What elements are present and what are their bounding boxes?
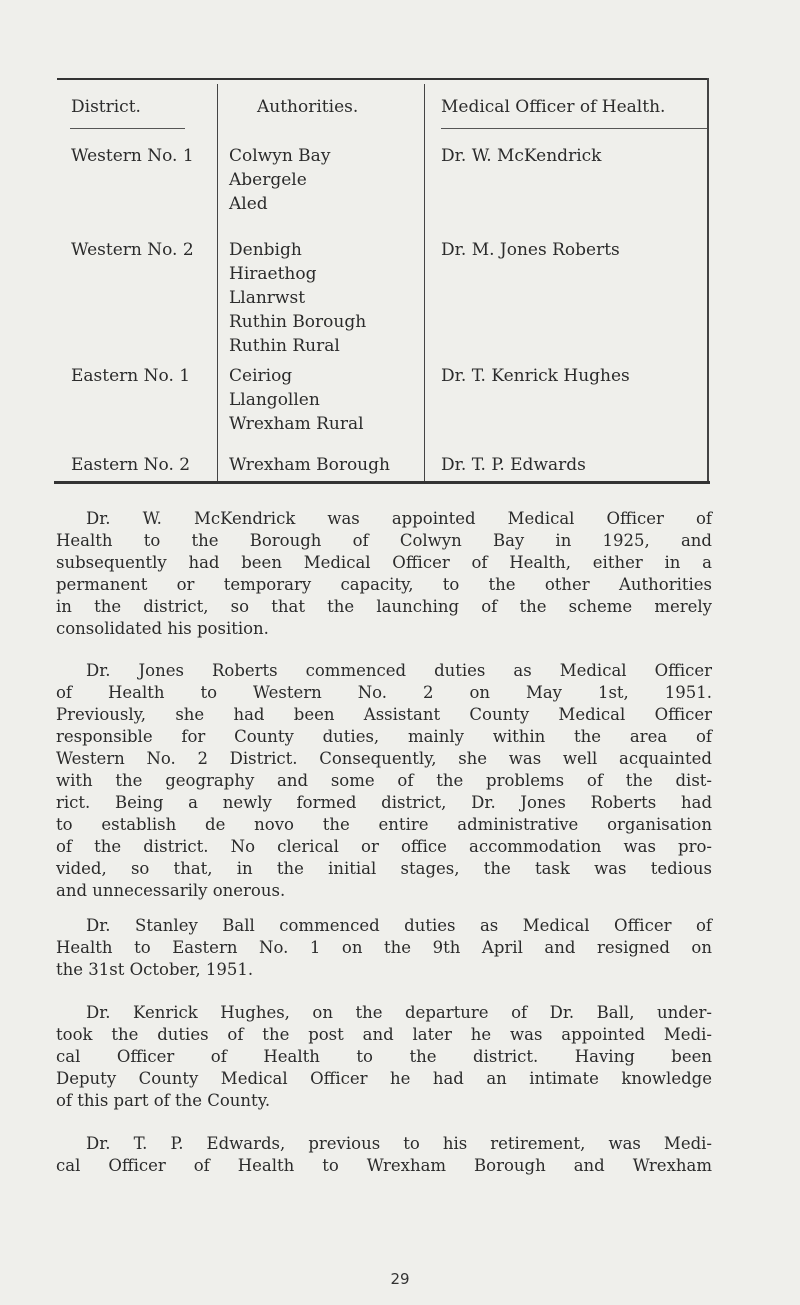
- text-line: the 31st October, 1951.: [56, 960, 254, 979]
- authority-name: Ceiriog: [229, 366, 293, 386]
- text-line: Dr. W. McKendrick was appointed Medical Officer of: [86, 509, 712, 528]
- text-line: cal Officer of Health to Wrexham Borough and Wrexham: [56, 1156, 712, 1175]
- paragraph-mckendrick: [56, 508, 712, 640]
- text-line: Deputy County Medical Officer he had an intimate knowledge: [56, 1069, 712, 1088]
- table-bottom-rule: [54, 481, 710, 484]
- table-row-moh: Dr. T. Kenrick Hughes: [441, 366, 630, 386]
- page-number: 29: [390, 1270, 410, 1288]
- text-line: rict. Being a newly formed district, Dr. Jones Roberts had: [56, 793, 712, 812]
- text-line: in the district, so that the launching of the scheme merely: [56, 597, 712, 616]
- column-divider: [217, 84, 218, 484]
- authority-name: Colwyn Bay: [229, 146, 331, 166]
- text-line: cal Officer of Health to the district. Having been: [56, 1047, 712, 1066]
- header-district: District.: [71, 97, 141, 117]
- authority-name: Denbigh: [229, 240, 302, 260]
- header-moh: Medical Officer of Health.: [441, 97, 666, 117]
- text-line: took the duties of the post and later he was appointed Medi-: [56, 1025, 712, 1044]
- table-row-district: Western No. 1: [71, 146, 194, 166]
- authority-name: Aled: [229, 194, 268, 214]
- text-line: of this part of the County.: [56, 1091, 271, 1110]
- authority-name: Wrexham Borough: [229, 455, 390, 475]
- table-right-border: [707, 78, 709, 483]
- table-row-authorities: [229, 238, 366, 358]
- table-row-authorities: [229, 144, 330, 216]
- table-row-authorities: [229, 364, 364, 436]
- table-row-district: Eastern No. 2: [71, 455, 191, 475]
- column-divider: [424, 84, 425, 484]
- text-line: subsequently had been Medical Officer of Health, either in a: [56, 553, 712, 572]
- text-line: of Health to Western No. 2 on May 1st, 1951.: [56, 683, 712, 702]
- table-row-district: Eastern No. 1: [71, 366, 191, 386]
- table-top-rule: [57, 78, 707, 80]
- paragraph-kenrick-hughes: [56, 1002, 712, 1112]
- text-line: Previously, she had been Assistant County Medical Officer: [56, 705, 712, 724]
- text-line: Dr. T. P. Edwards, previous to his retirement, was Medi-: [86, 1134, 712, 1153]
- authority-name: Wrexham Rural: [229, 414, 364, 434]
- header-underline: [441, 128, 707, 129]
- text-line: vided, so that, in the initial stages, the task was tedious: [56, 859, 712, 878]
- authority-name: Abergele: [229, 170, 307, 190]
- table-row-moh: Dr. W. McKendrick: [441, 146, 602, 166]
- table-row-moh: Dr. T. P. Edwards: [441, 455, 586, 475]
- text-line: responsible for County duties, mainly within the area of: [56, 727, 712, 746]
- table-row-authorities: [229, 453, 390, 477]
- header-authorities: Authorities.: [257, 97, 359, 117]
- paragraph-ball: [56, 915, 712, 981]
- text-line: consolidated his position.: [56, 619, 269, 638]
- text-line: with the geography and some of the problems of the dist-: [56, 771, 712, 790]
- authority-name: Ruthin Rural: [229, 336, 340, 356]
- text-line: permanent or temporary capacity, to the other Authorities: [56, 575, 712, 594]
- text-line: Dr. Kenrick Hughes, on the departure of Dr. Ball, under-: [86, 1003, 712, 1022]
- paragraph-edwards: [56, 1133, 712, 1177]
- districts-table: [57, 78, 707, 483]
- text-line: Dr. Stanley Ball commenced duties as Medical Officer of: [86, 916, 712, 935]
- paragraph-jones-roberts: [56, 660, 712, 902]
- table-row-moh: Dr. M. Jones Roberts: [441, 240, 620, 260]
- authority-name: Llanrwst: [229, 288, 306, 308]
- text-line: Health to the Borough of Colwyn Bay in 1925, and: [56, 531, 712, 550]
- text-line: Health to Eastern No. 1 on the 9th April and resigned on: [56, 938, 712, 957]
- text-line: Western No. 2 District. Consequently, she was well acquainted: [56, 749, 712, 768]
- authority-name: Llangollen: [229, 390, 320, 410]
- text-line: and unnecessarily onerous.: [56, 881, 286, 900]
- header-underline: [70, 128, 185, 129]
- authority-name: Hiraethog: [229, 264, 317, 284]
- authority-name: Ruthin Borough: [229, 312, 367, 332]
- text-line: to establish de novo the entire administrative organisation: [56, 815, 712, 834]
- text-line: of the district. No clerical or office accommodation was pro-: [56, 837, 712, 856]
- text-line: Dr. Jones Roberts commenced duties as Medical Officer: [86, 661, 712, 680]
- table-row-district: Western No. 2: [71, 240, 194, 260]
